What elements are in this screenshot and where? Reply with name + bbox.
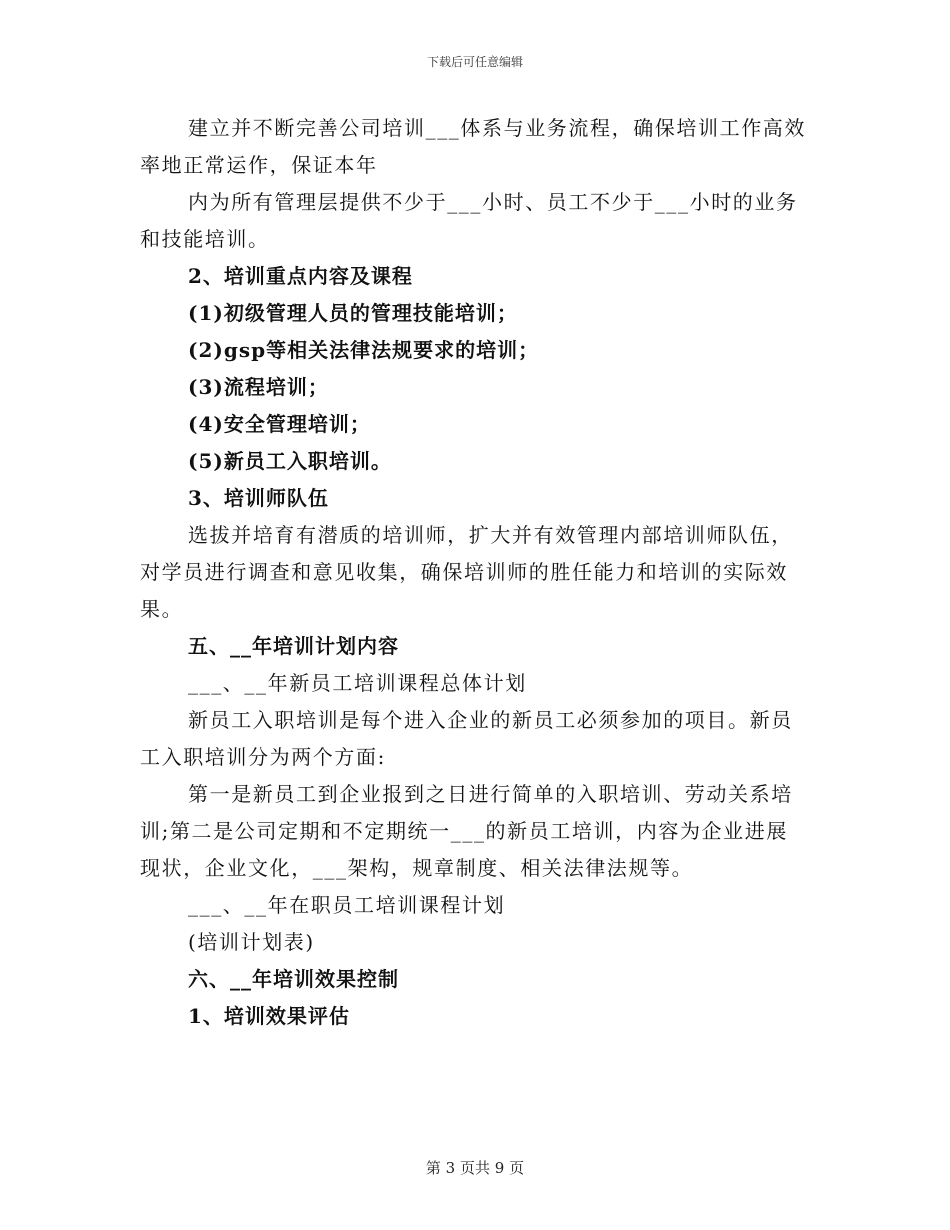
subheading-new-employee-plan: ___、__年新员工培训课程总体计划 xyxy=(188,671,527,695)
list-item-5: (5)新员工入职培训。 xyxy=(188,449,392,473)
body-line-12: 现状，企业文化，___架构，规章制度、相关法律法规等。 xyxy=(140,856,694,880)
section-heading-effect-evaluation: 1、培训效果评估 xyxy=(188,1004,350,1028)
subheading-in-service-plan: ___、__年在职员工培训课程计划 xyxy=(188,893,506,917)
body-line-13: (培训计划表) xyxy=(188,930,315,954)
list-item-4: (4)安全管理培训； xyxy=(188,412,371,436)
body-line-11: 训;第二是公司定期和不定期统一___的新员工培训，内容为企业进展 xyxy=(140,819,788,843)
body-line-10: 第一是新员工到企业报到之日进行简单的入职培训、劳动关系培 xyxy=(188,782,793,806)
body-line-4: 和技能培训。 xyxy=(140,227,270,251)
body-line-2: 率地正常运作，保证本年 xyxy=(140,153,378,177)
section-heading-training-focus: 2、培训重点内容及课程 xyxy=(188,264,413,288)
document-body xyxy=(140,110,812,1035)
body-line-5: 选拔并培育有潜质的培训师，扩大并有效管理内部培训师队伍， xyxy=(188,523,793,547)
chapter-heading-plan-content: 五、__年培训计划内容 xyxy=(188,634,399,658)
body-line-7: 果。 xyxy=(140,597,184,621)
body-line-6: 对学员进行调查和意见收集，确保培训师的胜任能力和培训的实际效 xyxy=(140,560,788,584)
list-item-1: (1)初级管理人员的管理技能培训； xyxy=(188,301,518,325)
list-item-2: (2)gsp等相关法律法规要求的培训； xyxy=(188,338,540,362)
list-item-3: (3)流程培训； xyxy=(188,375,329,399)
chapter-heading-effect-control: 六、__年培训效果控制 xyxy=(188,967,399,991)
body-line-8: 新员工入职培训是每个进入企业的新员工必须参加的项目。新员 xyxy=(188,708,793,732)
body-line-1: 建立并不断完善公司培训___体系与业务流程，确保培训工作高效 xyxy=(188,116,806,140)
body-line-9: 工入职培训分为两个方面: xyxy=(140,745,386,769)
page-header: 下载后可任意编辑 xyxy=(426,55,523,69)
section-heading-trainer-team: 3、培训师队伍 xyxy=(188,486,329,510)
page-footer: 第 3 页共 9 页 xyxy=(425,1159,525,1177)
body-line-3: 内为所有管理层提供不少于___小时、员工不少于___小时的业务 xyxy=(188,190,798,214)
